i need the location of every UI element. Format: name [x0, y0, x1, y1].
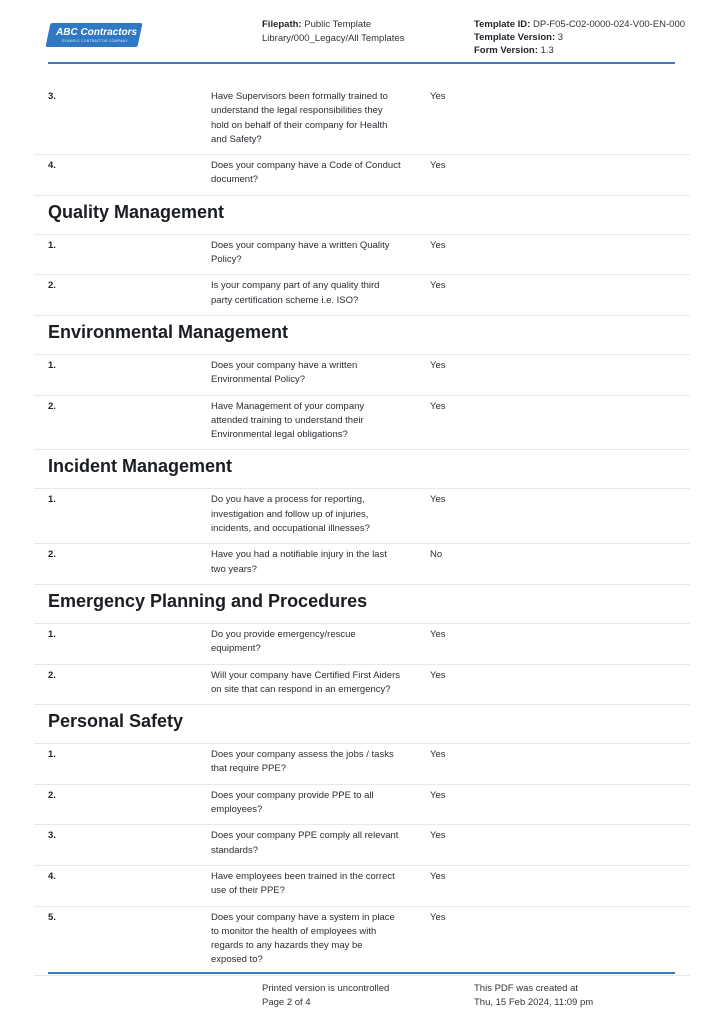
section-heading: Incident Management: [34, 450, 690, 489]
question-row: [34, 744, 690, 785]
question-row: [34, 489, 690, 544]
question-row: [34, 355, 690, 396]
question-text: Will your company have Certified First Aiders on site that can respond in an emergency?: [211, 669, 401, 695]
question-number: 1.: [48, 359, 56, 371]
question-number: 4.: [48, 870, 56, 882]
question-text: Does your company have a written Quality Policy?: [211, 239, 390, 266]
question-number: 4.: [48, 160, 56, 172]
template-info: [474, 18, 704, 57]
answer-value: Yes: [430, 830, 446, 842]
question-row: [34, 275, 690, 316]
question-row: [34, 544, 690, 585]
question-text: Have Management of your company attended training to understand their Environmental legal obligations?: [211, 400, 365, 441]
header-divider: [48, 62, 675, 64]
uncontrolled-note: Printed version is uncontrolled: [262, 983, 390, 994]
answer-value: Yes: [430, 160, 446, 172]
question-number: 1.: [48, 494, 56, 506]
section-heading: Personal Safety: [34, 705, 690, 744]
question-row: [34, 825, 690, 866]
question-number: 2.: [48, 400, 56, 412]
logo-subtext: EXAMPLE CONTRACTOR COMPANY: [62, 39, 128, 43]
question-text: Does your company have a written Environmental Policy?: [211, 359, 358, 386]
footer-left: [262, 982, 389, 1010]
question-text: Does your company have a system in place to monitor the health of employees with regards to any hazards they may be exposed to?: [211, 911, 395, 966]
section-heading: Quality Management: [34, 196, 690, 235]
answer-value: Yes: [430, 749, 446, 761]
question-number: 3.: [48, 830, 56, 842]
question-row: [34, 235, 690, 276]
question-text: Have you had a notifiable injury in the last two years?: [211, 549, 387, 575]
answer-value: Yes: [430, 870, 446, 882]
question-text: Does your company PPE comply all relevant standards?: [211, 830, 399, 856]
question-row: [34, 866, 690, 907]
question-number: 2.: [48, 789, 56, 801]
template-version-value: 3: [557, 32, 564, 43]
question-number: 2.: [48, 549, 56, 561]
logo-text: ABC Contractors: [56, 27, 138, 38]
question-text: Do you provide emergency/rescue equipment?: [211, 628, 356, 655]
answer-value: Yes: [430, 628, 446, 640]
form-version-value: 1.3: [540, 45, 554, 56]
question-number: 5.: [48, 911, 56, 923]
question-row: [34, 396, 690, 451]
question-text: Have Supervisors been formally trained to understand the legal responsibilities they hold on behalf of their company for Health and Safety?: [211, 91, 388, 145]
answer-value: Yes: [430, 280, 446, 292]
footer-right: [474, 982, 593, 1010]
form-version-label: Form Version:: [474, 45, 538, 56]
question-text: Do you have a process for reporting, investigation and follow up of injuries, incidents, and occupational illnesses?: [211, 494, 370, 535]
question-text: Does your company provide PPE to all employees?: [211, 789, 374, 816]
question-row: [34, 624, 690, 665]
answer-value: Yes: [430, 359, 446, 371]
filepath: [262, 18, 462, 46]
answer-value: Yes: [430, 239, 446, 251]
answer-value: Yes: [430, 494, 446, 506]
question-number: 2.: [48, 669, 56, 681]
question-text: Does your company assess the jobs / tasks that require PPE?: [211, 749, 394, 775]
answer-value: Yes: [430, 669, 446, 681]
footer-divider: [48, 972, 675, 974]
question-number: 2.: [48, 280, 56, 292]
template-version-label: Template Version:: [474, 32, 556, 43]
created-label: This PDF was created at: [474, 983, 579, 994]
template-id-value: DP-F05-C02-0000-024-V00-EN-000: [532, 19, 686, 30]
question-number: 1.: [48, 628, 56, 640]
answer-value: Yes: [430, 91, 446, 102]
question-number: 3.: [48, 91, 56, 102]
answer-value: Yes: [430, 789, 446, 801]
filepath-label: Filepath:: [262, 19, 302, 30]
question-text: Have employees been trained in the correct use of their PPE?: [211, 870, 395, 897]
question-row: [34, 86, 690, 155]
question-number: 1.: [48, 749, 56, 761]
question-row: [34, 155, 690, 196]
created-timestamp: Thu, 15 Feb 2024, 11:09 pm: [474, 997, 594, 1008]
answer-value: No: [430, 549, 443, 561]
company-logo: [48, 23, 140, 49]
page-header: [0, 0, 723, 66]
section-heading: Emergency Planning and Procedures: [34, 585, 690, 624]
question-text: Is your company part of any quality third party certification scheme i.e. ISO?: [211, 280, 380, 306]
answer-value: Yes: [430, 911, 446, 923]
question-row: [34, 665, 690, 706]
template-id-label: Template ID:: [474, 19, 531, 30]
page-number: Page 2 of 4: [262, 997, 311, 1008]
question-number: 1.: [48, 239, 56, 251]
filepath-value: Public Template Library/000_Legacy/All Templates: [262, 19, 405, 44]
section-heading: Environmental Management: [34, 316, 690, 355]
answer-value: Yes: [430, 400, 446, 412]
questionnaire-body: [34, 86, 690, 976]
question-text: Does your company have a Code of Conduct document?: [211, 160, 401, 186]
question-row: [34, 785, 690, 826]
question-row: [34, 907, 690, 976]
